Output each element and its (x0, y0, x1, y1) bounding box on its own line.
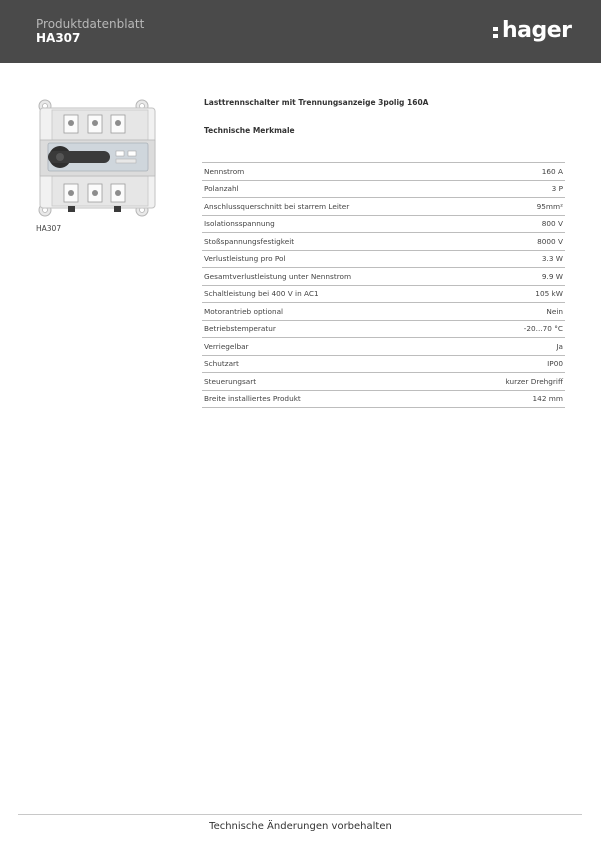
image-caption: HA307 (36, 224, 62, 233)
brand-name: hager (502, 18, 572, 43)
footer-disclaimer: Technische Änderungen vorbehalten (209, 821, 392, 832)
header-bar (0, 0, 601, 63)
spec-row (202, 321, 565, 339)
spec-row (202, 356, 565, 374)
spec-row (202, 391, 565, 409)
spec-value: 105 kW (535, 289, 563, 299)
product-title: Lasttrennschalter mit Trennungsanzeige 3polig 160A (204, 98, 429, 107)
spec-label: Steuerungsart (204, 376, 257, 386)
spec-row (202, 251, 565, 269)
document-type: Produktdatenblatt (36, 17, 145, 31)
product-code: HA307 (36, 31, 81, 45)
spec-value: 3.3 W (541, 254, 563, 264)
spec-value: Ja (556, 341, 563, 351)
spec-label: Isolationsspannung (204, 219, 275, 229)
spec-value: 800 V (541, 219, 563, 229)
spec-value: IP00 (547, 359, 563, 369)
brand-logo (492, 17, 572, 45)
spec-value: kurzer Drehgriff (505, 376, 563, 386)
spec-label: Breite installiertes Produkt (204, 394, 301, 404)
spec-label: Betriebstemperatur (204, 324, 276, 334)
footer-divider (18, 814, 582, 815)
spec-row (202, 181, 565, 199)
spec-row (202, 233, 565, 251)
product-image (34, 96, 159, 220)
spec-label: Schaltleistung bei 400 V in AC1 (204, 289, 319, 299)
spec-value: 160 A (541, 166, 563, 176)
spec-value: 3 P (551, 184, 563, 194)
spec-value: 9.9 W (541, 271, 563, 281)
spec-label: Gesamtverlustleistung unter Nennstrom (204, 271, 352, 281)
spec-row (202, 303, 565, 321)
spec-label: Schutzart (204, 359, 239, 369)
spec-label: Verlustleistung pro Pol (204, 254, 286, 264)
spec-row (202, 198, 565, 216)
spec-value: 8000 V (537, 236, 563, 246)
spec-row (202, 163, 565, 181)
section-title: Technische Merkmale (204, 126, 295, 135)
spec-row (202, 286, 565, 304)
spec-label: Nennstrom (204, 166, 245, 176)
spec-row (202, 216, 565, 234)
spec-value: -20...70 °C (523, 324, 563, 334)
logo-mark-icon (492, 20, 500, 42)
spec-row (202, 338, 565, 356)
spec-table (202, 162, 565, 408)
spec-label: Anschlussquerschnitt bei starrem Leiter (204, 201, 350, 211)
spec-value: 95mm² (536, 201, 563, 211)
spec-label: Stoßspannungsfestigkeit (204, 236, 295, 246)
spec-label: Verriegelbar (204, 341, 249, 351)
spec-value: Nein (546, 306, 563, 316)
spec-label: Polanzahl (204, 184, 239, 194)
spec-row (202, 373, 565, 391)
spec-label: Motorantrieb optional (204, 306, 284, 316)
spec-row (202, 268, 565, 286)
spec-value: 142 mm (532, 394, 563, 404)
